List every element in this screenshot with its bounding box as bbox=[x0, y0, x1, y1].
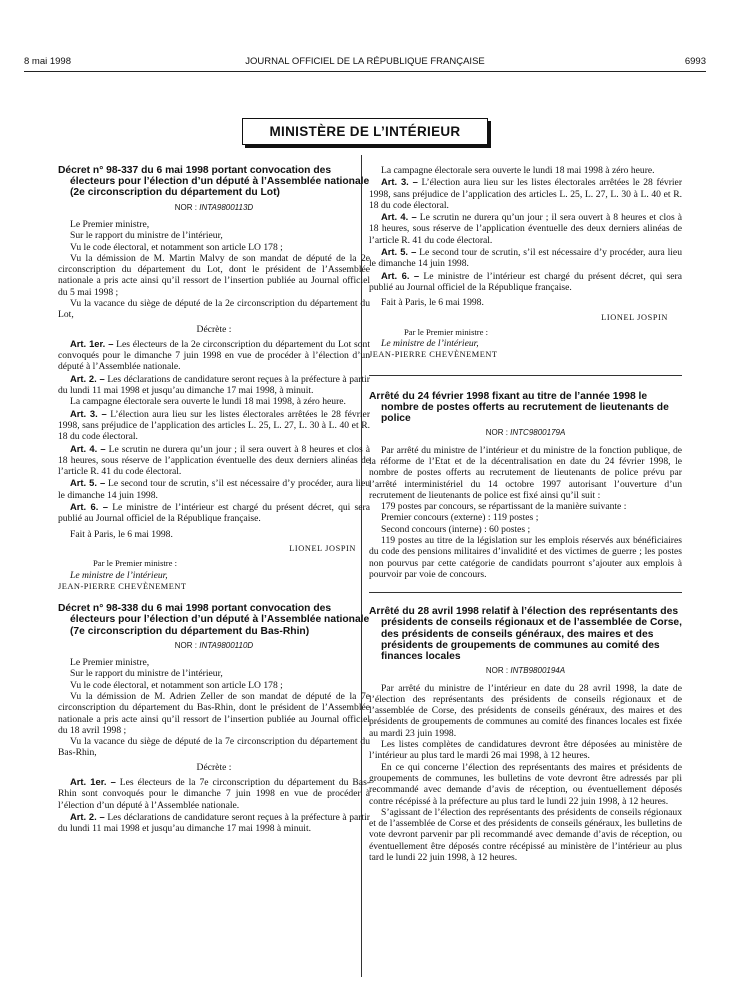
section-divider bbox=[369, 592, 682, 593]
paragraph: Vu le code électoral, et notamment son article LO 178 ; bbox=[70, 679, 283, 691]
right-column bbox=[369, 165, 682, 863]
countersign-label: Par le Premier ministre : bbox=[93, 558, 178, 569]
paragraph: En ce qui concerne l’élection des représentants des maires et présidents de groupements de communes, les bulletins de vote devront être adressés par pli recommandé avec demande d’avis de réception, ou éventuellement déposés contre récépissé à la préfecture au plus tard le lundi 22 juin 1998, à 12 heures. bbox=[369, 761, 682, 807]
minister-name: JEAN-PIERRE CHEVÈNEMENT bbox=[58, 581, 187, 591]
paragraph: Second concours (interne) : 60 postes ; bbox=[381, 523, 531, 535]
paragraph: Vu la démission de M. Adrien Zeller de son mandat de député de la 7e circonscription du département du Bas-Rhin, dont le président de l’Assemblée nationale a pris acte ainsi qu’il ressort de l’insertion publiée au Journal officiel du 18 avril 1998 ; bbox=[58, 690, 370, 736]
signature-date: Fait à Paris, le 6 mai 1998. bbox=[70, 528, 173, 540]
article: Art. 2. – Les déclarations de candidature seront reçues à la préfecture à partir du lundi 11 mai 1998 et jusqu’au dimanche 17 mai 1998 à minuit. bbox=[58, 810, 371, 835]
paragraph: Premier concours (externe) : 119 postes ; bbox=[381, 512, 539, 524]
page-header bbox=[24, 56, 706, 70]
decrete-label: Décrète : bbox=[196, 761, 232, 773]
header-rule bbox=[24, 71, 706, 72]
paragraph: Sur le rapport du ministre de l’intérieur, bbox=[70, 230, 223, 242]
article: Art. 3. – L’élection aura lieu sur les listes électorales arrêtées le 28 février 1998, sans préjudice de l’application des articles L. 25, L. 27, L. 30 à L. 40 et R. 18 du code électoral. bbox=[58, 407, 371, 443]
signatory: LIONEL JOSPIN bbox=[601, 312, 668, 322]
paragraph: 119 postes au titre de la législation sur les emplois réservés aux bénéficiaires du code des pensions militaires d’invalidité et des victimes de guerre ; les postes non pourvus par cette catégorie de candidats pourront s’ajouter aux emplois à pourvoir par voie de concours. bbox=[369, 535, 682, 580]
paragraph: La campagne électorale sera ouverte le lundi 18 mai 1998 à zéro heure. bbox=[381, 165, 655, 176]
arrete-1-title: Arrêté du 24 février 1998 fixant au titre de l’année 1998 le nombre de postes offerts au recrutement de lieutenants de police bbox=[369, 390, 669, 425]
article: Art. 5. – Le second tour de scrutin, s’il est nécessaire d’y procéder, aura lieu le dimanche 14 juin 1998. bbox=[369, 246, 682, 270]
left-column bbox=[58, 165, 370, 834]
article: Art. 4. – Le scrutin ne durera qu’un jour ; il sera ouvert à 8 heures et clos à 18 heures, sous réserve de l’application éventuelle des deux derniers alinéas de l’article R. 41 du code électoral. bbox=[369, 211, 682, 246]
paragraph: S’agissant de l’élection des représentants des présidents de conseils régionaux et de l’assemblée de Corse et des présidents de conseils généraux, les bulletins de vote devront parvenir par pli recommandé avec demande d’avis de réception, ou éventuellement être déposés contre récépissé au ministère de l’intérieur au plus tard le lundi 22 juin 1998, à 12 heures. bbox=[369, 806, 682, 863]
paragraph: 179 postes par concours, se répartissant de la manière suivante : bbox=[381, 501, 627, 513]
paragraph: La campagne électorale sera ouverte le lundi 18 mai 1998, à zéro heure. bbox=[70, 396, 346, 408]
ministry-heading: MINISTÈRE DE L’INTÉRIEUR bbox=[242, 118, 488, 145]
arrete-1-nor: NOR : INTC9800179A bbox=[485, 428, 566, 438]
article: Art. 6. – Le ministre de l’intérieur est chargé du présent décret, qui sera publié au Journal officiel de la République française. bbox=[58, 501, 370, 525]
paragraph: Vu la vacance du siège de député de la 7e circonscription du département du Bas-Rhin, bbox=[58, 736, 370, 759]
signatory: LIONEL JOSPIN bbox=[289, 543, 356, 553]
article: Art. 1er. – Les électeurs de la 7e circonscription du département du Bas-Rhin sont convoqués pour le dimanche 7 juin 1998 en vue de procéder à l’élection d’un député à l’Assemblée nationale. bbox=[58, 775, 370, 811]
paragraph: Vu la vacance du siège de député de la 2e circonscription du département du Lot, bbox=[58, 297, 370, 321]
header-page-number: 6993 bbox=[684, 56, 706, 67]
paragraph: Le Premier ministre, bbox=[70, 657, 150, 669]
decrete-label: Décrète : bbox=[196, 323, 232, 335]
decree-2-nor: NOR : INTA9800110D bbox=[174, 640, 254, 650]
minister-name: JEAN-PIERRE CHEVÈNEMENT bbox=[369, 350, 498, 360]
header-date: 8 mai 1998 bbox=[24, 56, 72, 67]
paragraph: Sur le rapport du ministre de l’intérieur, bbox=[70, 668, 223, 680]
article: Art. 6. – Le ministre de l’intérieur est chargé du présent décret, qui sera publié au Journal officiel de la République française. bbox=[369, 269, 682, 293]
countersign-label: Par le Premier ministre : bbox=[404, 326, 489, 337]
article: Art. 3. – L’élection aura lieu sur les listes électorales arrêtées le 28 février 1998, sans préjudice de l’application des articles L. 25, L. 27, L. 30 à L. 40 et R. 18 du code électoral. bbox=[369, 176, 683, 211]
signature-date: Fait à Paris, le 6 mai 1998. bbox=[381, 297, 484, 309]
paragraph: Le Premier ministre, bbox=[70, 218, 150, 230]
article: Art. 4. – Le scrutin ne durera qu’un jour ; il sera ouvert à 8 heures et clos à 18 heures, sous réserve de l’application éventuelle des deux derniers alinéas de l’article R. 41 du code électoral. bbox=[58, 442, 371, 478]
article: Art. 5. – Le second tour de scrutin, s’il est nécessaire d’y procéder, aura lieu le dimanche 14 juin 1998. bbox=[58, 477, 370, 501]
section-divider bbox=[369, 375, 682, 376]
article: Art. 2. – Les déclarations de candidature seront reçues à la préfecture à partir du lundi 11 mai 1998 et jusqu’au dimanche 17 mai 1998, à minuit. bbox=[58, 372, 371, 397]
paragraph: Par arrêté du ministre de l’intérieur en date du 28 avril 1998, la date de l’élection des représentants des présidents de conseils régionaux et de l’assemblée de Corse, des présidents de conseils généraux, des maires et des présidents de groupements de communes au comité des finances locales est fixée au mardi 23 juin 1998. bbox=[369, 682, 682, 739]
article: Art. 1er. – Les électeurs de la 2e circonscription du département du Lot sont convoqués pour le dimanche 7 juin 1998 en vue de procéder à l’élection d’un député à l’Assemblée nationale. bbox=[58, 337, 371, 373]
decree-1-title: Décret n° 98-337 du 6 mai 1998 portant convocation des électeurs pour l’élection d’un député à l’Assemblée nationale (2e circonscription du département du Lot) bbox=[58, 165, 370, 199]
minister-title: Le ministre de l’intérieur, bbox=[70, 569, 168, 581]
arrete-2-nor: NOR : INTB9800194A bbox=[485, 666, 566, 676]
paragraph: Par arrêté du ministre de l’intérieur et du ministre de la fonction publique, de la réforme de l’Etat et de la décentralisation en date du 24 février 1998, le nombre de postes offerts au recrutement de lieutenants de police prévu par l’arrêté interministériel du 14 octobre 1997 autorisant l’ouverture d’un recrutement de lieutenants de police est fixé ainsi qu’il suit : bbox=[369, 444, 682, 501]
decree-1-nor: NOR : INTA9800113D bbox=[174, 202, 254, 212]
paragraph: Vu le code électoral, et notamment son article LO 178 ; bbox=[70, 241, 283, 253]
minister-title: Le ministre de l’intérieur, bbox=[381, 338, 479, 350]
arrete-2-title: Arrêté du 28 avril 1998 relatif à l’élection des représentants des présidents de conseils régionaux et de l’assemblée de Corse, des présidents de conseils généraux, des maires et des présidents de groupements de communes au comité des finances locales bbox=[369, 606, 683, 663]
decree-2-title: Décret n° 98-338 du 6 mai 1998 portant convocation des électeurs pour l’élection d’un député à l’Assemblée nationale (7e circonscription du département du Bas-Rhin) bbox=[58, 603, 370, 637]
paragraph: Les listes complètes de candidatures devront être déposées au ministère de l’intérieur au plus tard le mardi 26 mai 1998, à 12 heures. bbox=[369, 739, 682, 762]
paragraph: Vu la démission de M. Martin Malvy de son mandat de député de la 2e circonscription du département du Lot, dont le président de l’Assemblée nationale a pris acte ainsi qu’il ressort de l’insertion publiée au Journal officiel du 5 mai 1998 ; bbox=[58, 252, 370, 298]
header-journal-title: JOURNAL OFFICIEL DE LA RÉPUBLIQUE FRANÇAISE bbox=[245, 56, 485, 67]
